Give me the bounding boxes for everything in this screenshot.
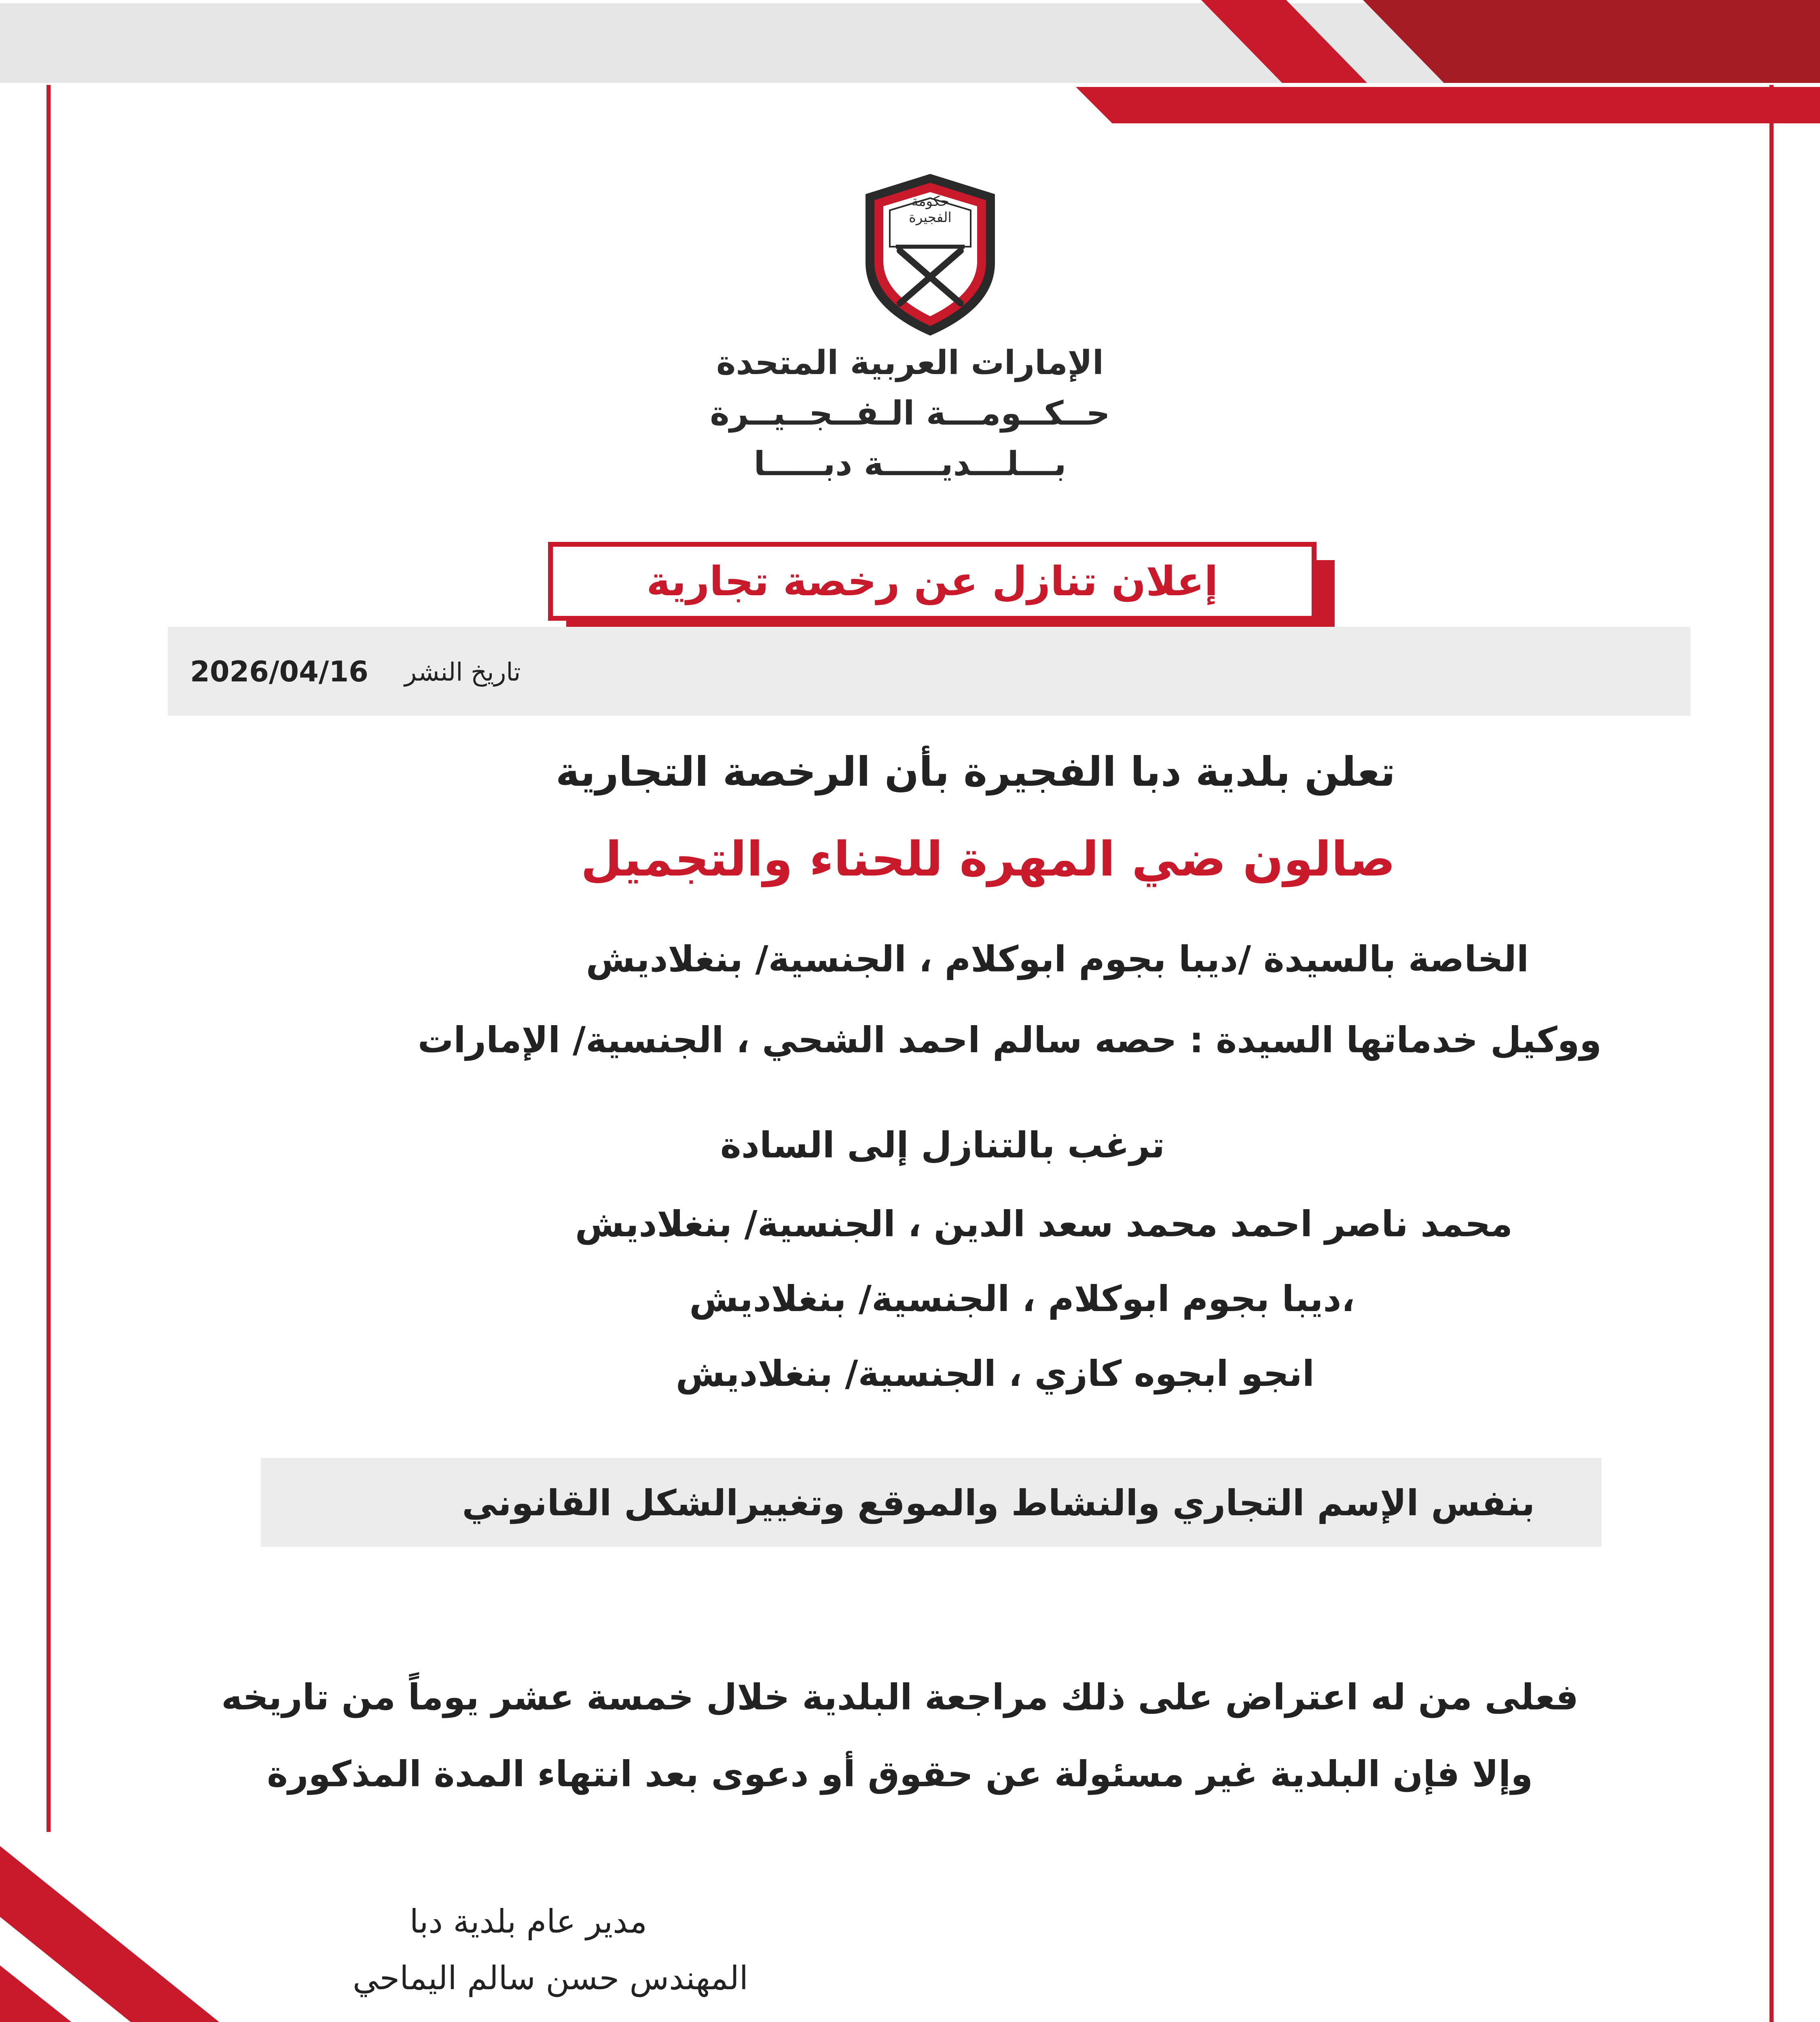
intro-text: تعلن بلدية دبا الفجيرة بأن الرخصة التجارية bbox=[555, 748, 1395, 795]
objection-line-1: فعلى من له اعتراض على ذلك مراجعة البلدية خلال خمسة عشر يوماً من تاريخه bbox=[221, 1676, 1579, 1718]
transferee-1: محمد ناصر احمد محمد سعد الدين ، الجنسية/ بنغلاديش bbox=[575, 1203, 1513, 1245]
conditions-text: بنفس الإسم التجاري والنشاط والموقع وتغييرالشكل القانوني bbox=[462, 1482, 1535, 1524]
date-bar bbox=[168, 627, 1691, 716]
owner-line: الخاصة بالسيدة /ديبا بجوم ابوكلام ، الجنسية/ بنغلاديش bbox=[586, 938, 1529, 980]
announcement-title: إعلان تنازل عن رخصة تجارية bbox=[646, 558, 1218, 605]
country-name: الإمارات العربية المتحدة bbox=[716, 344, 1104, 382]
license-name: صالون ضي المهرة للحناء والتجميل bbox=[580, 831, 1395, 887]
agent-line: ووكيل خدماتها السيدة : حصه سالم احمد الشحي ، الجنسية/ الإمارات bbox=[417, 1019, 1602, 1061]
transferee-3: انجو ابجوه كازي ، الجنسية/ بنغلاديش bbox=[675, 1353, 1314, 1394]
municipality-name: بـــلـــديـــــة دبـــــا bbox=[753, 445, 1067, 483]
publish-date-label: تاريخ النشر bbox=[404, 657, 521, 687]
emblem-text: حكومة الفجيرة bbox=[909, 193, 952, 226]
signature-name: المهندس حسن سالم اليماحي bbox=[352, 1959, 748, 1997]
transfer-intro: ترغب بالتنازل إلى السادة bbox=[720, 1124, 1165, 1166]
objection-line-2: وإلا فإن البلدية غير مسئولة عن حقوق أو دعوى بعد انتهاء المدة المذكورة bbox=[267, 1753, 1533, 1795]
publish-date: 2026/04/16 bbox=[190, 655, 368, 688]
government-name: حــكــومـــة الـفــجــيــرة bbox=[710, 394, 1110, 433]
signature-position: مدير عام بلدية دبا bbox=[409, 1903, 647, 1940]
transferee-2: ،ديبا بجوم ابوكلام ، الجنسية/ بنغلاديش bbox=[689, 1278, 1355, 1320]
